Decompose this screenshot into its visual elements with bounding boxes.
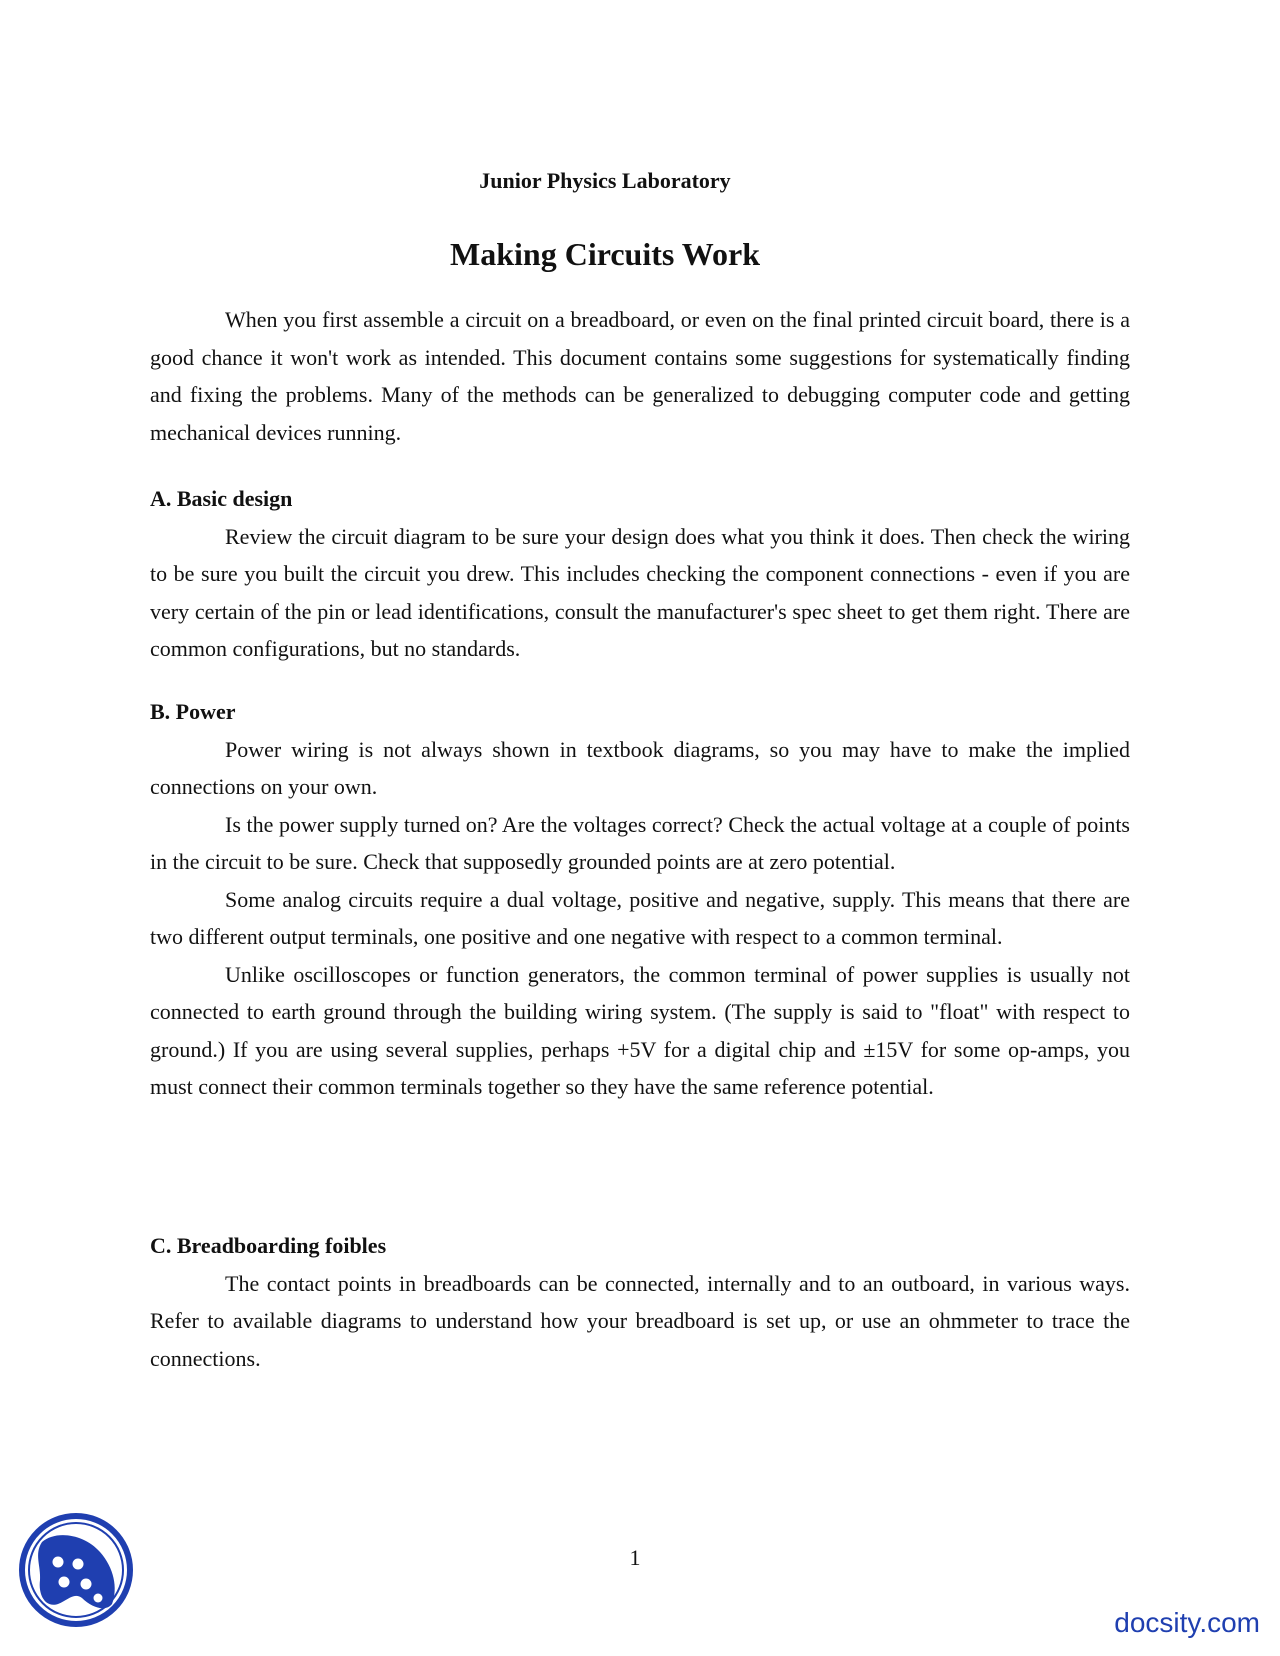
section-paragraph: The contact points in breadboards can be connected, internally and to an outboard, in various ways. Refer to available diagrams to understand how your breadboard is set up, or use an ohmmeter to trace the connections. xyxy=(150,1270,1130,1371)
section-power xyxy=(150,693,1130,1106)
document-title: Making Circuits Work xyxy=(450,236,760,272)
section-paragraph: Is the power supply turned on? Are the voltages correct? Check the actual voltage at a couple of points in the circuit to be sure. Check that supposedly grounded points are at zero potential. xyxy=(150,811,1130,874)
section-paragraph: Unlike oscilloscopes or function generators, the common terminal of power supplies is usually not connected to earth ground through the building wiring system. (The supply is said to "float" with respect to ground.) If you are using several supplies, perhaps +5V for a digital chip and ±15V for some op-amps, you must connect their common terminals together so they have the same reference potential. xyxy=(150,961,1130,1099)
docsity-link[interactable]: docsity.com xyxy=(1114,1607,1260,1638)
section-paragraph: Power wiring is not always shown in textbook diagrams, so you may have to make the implied connections on your own. xyxy=(150,736,1130,799)
section-heading: A. Basic design xyxy=(150,486,293,511)
section-basic-design xyxy=(150,480,1130,668)
intro-block xyxy=(150,301,1130,451)
page-number: 1 xyxy=(629,1545,641,1570)
section-heading: B. Power xyxy=(150,699,236,724)
lab-header: Junior Physics Laboratory xyxy=(479,168,731,193)
intro-paragraph: When you first assemble a circuit on a breadboard, or even on the final printed circuit board, there is a good chance it won't work as intended. This document contains some suggestions for systematically finding and fixing the problems. Many of the methods can be generalized to debugging computer code and getting mechanical devices running. xyxy=(150,307,1130,445)
section-breadboarding xyxy=(150,1227,1130,1377)
section-paragraph: Some analog circuits require a dual voltage, positive and negative, supply. This means that there are two different output terminals, one positive and one negative with respect to a common terminal. xyxy=(150,886,1130,949)
section-paragraph: Review the circuit diagram to be sure your design does what you think it does. Then check the wiring to be sure you built the circuit you drew. This includes checking the component connections - even if you are very certain of the pin or lead identifications, consult the manufacturer's spec sheet to get them right. There are common configurations, but no standards. xyxy=(150,523,1130,661)
section-heading: C. Breadboarding foibles xyxy=(150,1233,387,1258)
